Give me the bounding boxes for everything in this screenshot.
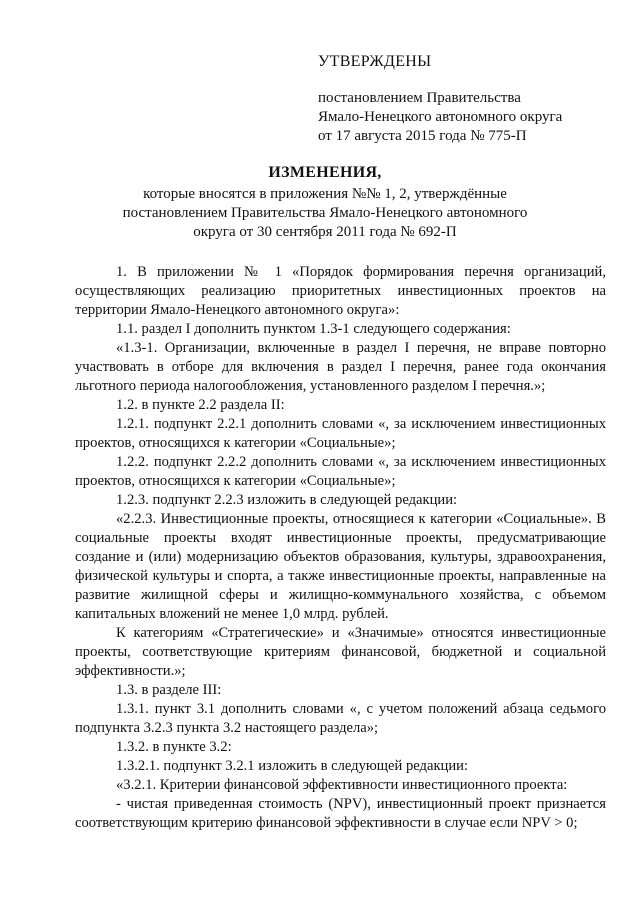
paragraph: 1. В приложении № 1 «Порядок формирования перечня организаций, осуществляющих реализацию приоритетных инвестиционных проектов на территории Ямало-Ненецкого автономного округа»: — [75, 264, 606, 318]
paragraph: 1.3.2. в пункте 3.2: — [116, 739, 232, 755]
document-heading — [80, 163, 570, 242]
approval-line: от 17 августа 2015 года № 775-П — [318, 128, 527, 144]
document-title: ИЗМЕНЕНИЯ, — [268, 164, 382, 181]
approval-title: УТВЕРЖДЕНЫ — [318, 53, 432, 70]
document-subtitle-line: округа от 30 сентября 2011 года № 692-П — [193, 224, 457, 240]
paragraph: «1.3-1. Организации, включенные в раздел I перечня, не вправе повторно участвовать в отборе для включения в раздел I перечня, ранее года окончания льготного периода налогообложения, установленного разделом I перечня.»; — [75, 340, 606, 394]
paragraph: 1.2.1. подпункт 2.2.1 дополнить словами «, за исключением инвестиционных проектов, относящихся к категории «Социальные»; — [75, 416, 606, 451]
paragraph: 1.2.3. подпункт 2.2.3 изложить в следующей редакции: — [116, 492, 458, 508]
paragraph: К категориям «Стратегические» и «Значимые» относятся инвестиционные проекты, соответствующие критериям финансовой, бюджетной и социальной эффективности.»; — [75, 625, 606, 679]
paragraph: 1.3. в разделе III: — [116, 682, 222, 698]
paragraph: 1.2. в пункте 2.2 раздела II: — [116, 397, 285, 413]
approval-stamp — [318, 52, 618, 146]
paragraph: 1.2.2. подпункт 2.2.2 дополнить словами «, за исключением инвестиционных проектов, относящихся к категории «Социальные»; — [75, 454, 606, 489]
document-subtitle-line: которые вносятся в приложения №№ 1, 2, утверждённые — [143, 186, 507, 202]
document-body — [75, 263, 606, 833]
paragraph: - чистая приведенная стоимость (NPV), инвестиционный проект признается соответствующим критерию финансовой эффективности в случае если NPV > 0; — [75, 796, 606, 831]
paragraph: «2.2.3. Инвестиционные проекты, относящиеся к категории «Социальные». В социальные проекты входят инвестиционные проекты, предусматривающие создание и (или) модернизацию объектов образования, культуры, здравоохранения, физической культуры и спорта, а также инвестиционные проекты, направленные на развитие жилищной сферы и жилищно-коммунального хозяйства, с объемом капитальных вложений не менее 1,0 млрд. рублей. — [75, 511, 606, 622]
document-subtitle-line: постановлением Правительства Ямало-Ненецкого автономного — [122, 205, 528, 221]
paragraph: 1.1. раздел I дополнить пунктом 1.3-1 следующего содержания: — [116, 321, 511, 337]
paragraph: 1.3.1. пункт 3.1 дополнить словами «, с учетом положений абзаца седьмого подпункта 3.2.3 пункта 3.2 настоящего раздела»; — [75, 701, 606, 736]
paragraph: «3.2.1. Критерии финансовой эффективности инвестиционного проекта: — [116, 777, 568, 793]
approval-line: Ямало-Ненецкого автономного округа — [318, 109, 563, 125]
approval-line: постановлением Правительства — [318, 90, 521, 106]
paragraph: 1.3.2.1. подпункт 3.2.1 изложить в следующей редакции: — [116, 758, 469, 774]
